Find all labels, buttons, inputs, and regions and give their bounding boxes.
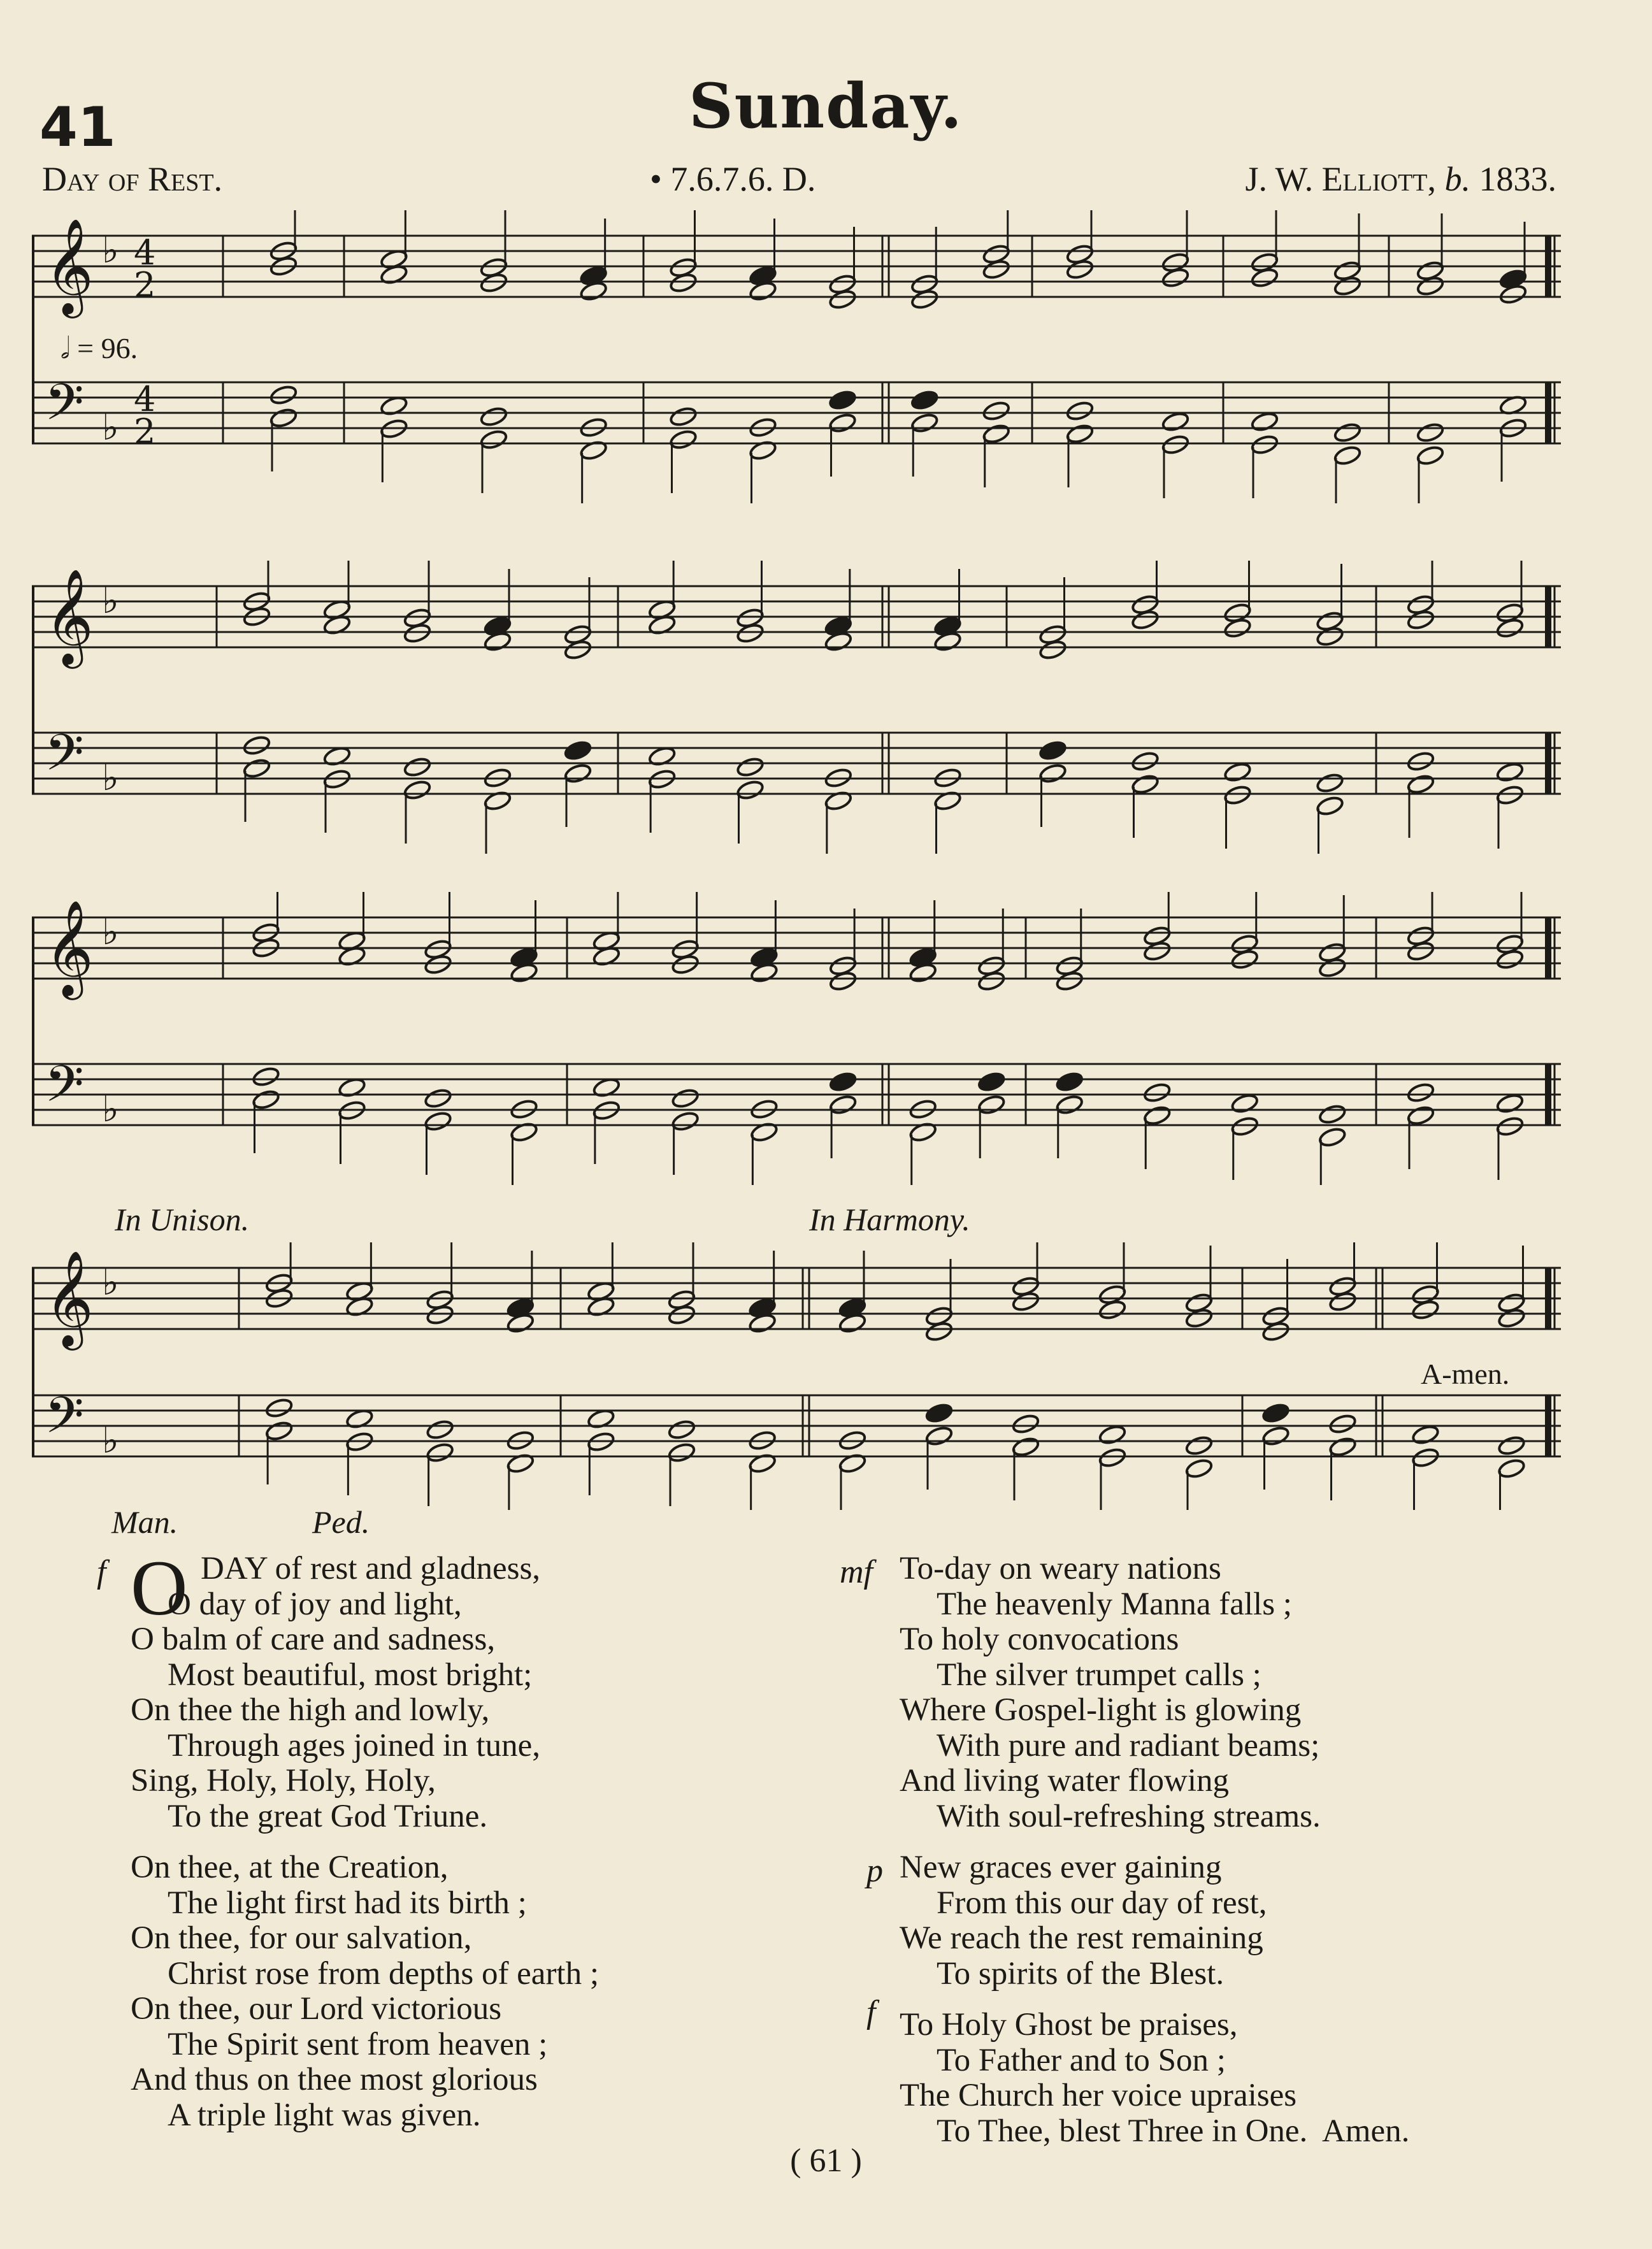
note-head — [265, 1420, 294, 1442]
bass-clef: 𝄢 — [45, 723, 84, 794]
note-head — [1038, 763, 1067, 784]
label-harmony: In Harmony. — [809, 1202, 970, 1237]
stanza — [131, 1850, 599, 2133]
bass-clef: 𝄢 — [45, 1386, 84, 1457]
time-signature-bottom: 2 — [134, 412, 156, 452]
note-head — [1318, 1126, 1347, 1148]
note-head — [1250, 434, 1279, 456]
note-head — [1416, 445, 1444, 466]
tempo-marking: 𝅗𝅥 = 96. — [61, 332, 138, 364]
note-head — [1143, 1082, 1172, 1103]
verse-line: The heavenly Manna falls ; — [937, 1586, 1292, 1622]
verse-line: The Church her voice upraises — [900, 2078, 1297, 2113]
time-signature-bottom: 2 — [134, 265, 156, 305]
note-head — [424, 1088, 452, 1109]
verses-right — [900, 1551, 1409, 2165]
note-head — [426, 1442, 454, 1463]
verse-line: And thus on thee most glorious — [131, 2062, 538, 2097]
note-head — [1406, 1082, 1435, 1103]
key-signature-flat: ♭ — [102, 758, 119, 799]
label-manual: Man. — [111, 1504, 178, 1540]
note-head — [1318, 1103, 1347, 1125]
verse-line: Sing, Holy, Holy, Holy, — [131, 1763, 436, 1799]
page-number: ( 61 ) — [790, 2143, 862, 2179]
staff-system — [32, 210, 1561, 503]
verse-line: On thee, at the Creation, — [131, 1850, 449, 1885]
time-signature-top: 4 — [134, 379, 156, 419]
note-head — [977, 1094, 1006, 1116]
tune-name: Day of Rest. — [42, 160, 223, 198]
note-head — [1333, 445, 1361, 466]
verse-line: Christ rose from depths of earth ; — [168, 1955, 600, 1992]
treble-clef: 𝄞 — [45, 217, 94, 314]
note-head — [671, 1088, 700, 1109]
note-head — [828, 412, 857, 434]
key-signature-flat: ♭ — [102, 580, 119, 622]
hymn-title: Sunday. — [689, 70, 963, 142]
staff-system — [32, 561, 1561, 854]
note-head — [265, 1397, 294, 1419]
note-head — [1328, 1413, 1357, 1435]
note-head — [252, 1066, 280, 1088]
dynamic-f-2: f — [866, 1994, 876, 2030]
note-head — [1328, 1436, 1357, 1458]
note-head — [403, 779, 431, 801]
note-head — [1495, 1093, 1524, 1114]
verse-line: Where Gospel-light is glowing — [900, 1692, 1302, 1728]
verse-line: To Father and to Son ; — [937, 2042, 1226, 2078]
meter-value: 7.6.7.6. D. — [670, 160, 816, 198]
note-head — [1184, 1458, 1213, 1479]
note-head — [1416, 422, 1444, 443]
key-signature-flat: ♭ — [102, 407, 119, 449]
note-head — [1495, 1116, 1524, 1137]
note-head — [1411, 1424, 1440, 1446]
note-head — [736, 756, 765, 778]
treble-clef: 𝄞 — [45, 1249, 94, 1346]
verse-line: With soul-refreshing streams. — [937, 1798, 1321, 1834]
note-head — [910, 412, 939, 434]
verse-line: To spirits of the Blest. — [937, 1955, 1225, 1992]
note-head — [1497, 1458, 1526, 1479]
note-head — [1406, 1105, 1435, 1126]
key-signature-flat: ♭ — [102, 1420, 119, 1462]
note-head — [1333, 422, 1361, 443]
verse-line: And living water flowing — [900, 1763, 1229, 1799]
hymn-number: 41 — [40, 96, 116, 159]
note-head — [1098, 1424, 1126, 1446]
note-head — [1038, 740, 1067, 761]
verse-line: New graces ever gaining — [900, 1850, 1222, 1885]
stanza — [131, 1544, 599, 1834]
time-signature-top: 4 — [134, 233, 156, 273]
note-head — [269, 407, 298, 429]
note-head — [1495, 761, 1524, 783]
verse-line: To holy convocations — [900, 1621, 1179, 1657]
note-head — [1261, 1402, 1290, 1424]
verse-line: With pure and radiant beams; — [937, 1727, 1320, 1764]
verse-line: On thee, our Lord victorious — [131, 1991, 502, 2027]
note-head — [1230, 1093, 1259, 1114]
music-system-3 — [32, 892, 1561, 1185]
note-head — [242, 758, 271, 779]
note-head — [1161, 411, 1189, 433]
treble-clef: 𝄞 — [45, 568, 94, 665]
note-head — [1406, 751, 1435, 772]
note-head — [924, 1425, 953, 1447]
note-head — [1316, 795, 1344, 817]
note-head — [667, 1419, 696, 1441]
verse-line: On thee, for our salvation, — [131, 1920, 472, 1956]
note-head — [1406, 773, 1435, 795]
dynamic-f-1: f — [97, 1554, 106, 1590]
music-system-2 — [32, 561, 1561, 854]
meter: • 7.6.7.6. D. — [650, 160, 816, 198]
verse-line: The Spirit sent from heaven ; — [168, 2026, 548, 2062]
note-head — [1261, 1425, 1290, 1447]
note-head — [563, 740, 592, 761]
note-head — [1250, 411, 1279, 433]
note-head — [1098, 1447, 1126, 1469]
note-head — [1223, 784, 1252, 806]
verse-line: The light first had its birth ; — [168, 1885, 527, 1921]
note-head — [1230, 1116, 1259, 1137]
note-head — [479, 429, 508, 450]
verse-line: The silver trumpet calls ; — [937, 1656, 1261, 1693]
verse-line: To the great God Triune. — [168, 1798, 488, 1834]
note-head — [1065, 400, 1094, 422]
note-head — [1495, 784, 1524, 806]
verse-line: On thee the high and lowly, — [131, 1692, 490, 1728]
amen-label: A-men. — [1421, 1358, 1510, 1390]
bass-clef: 𝄢 — [45, 373, 84, 444]
verse-line: From this our day of rest, — [937, 1885, 1267, 1921]
staff-system — [32, 892, 1561, 1185]
verse-line: A triple light was given. — [168, 2097, 481, 2133]
note-head — [828, 389, 857, 411]
dynamic-mf: mf — [840, 1554, 873, 1590]
note-head — [829, 1094, 858, 1116]
verse-line: We reach the rest remaining — [900, 1920, 1263, 1956]
note-head — [1143, 1105, 1172, 1126]
note-head — [269, 384, 298, 406]
music-system-4 — [32, 1242, 1561, 1510]
note-head — [667, 1442, 696, 1463]
composer-year: 1833. — [1479, 160, 1556, 198]
note-head — [242, 735, 271, 756]
note-head — [977, 1071, 1006, 1093]
note-head — [1011, 1436, 1040, 1458]
note-head — [982, 423, 1010, 445]
stanza — [900, 2008, 1409, 2149]
stanza — [900, 1551, 1409, 1834]
note-head — [563, 763, 592, 784]
note-head — [669, 406, 698, 428]
verse-line: Most beautiful, most bright; — [168, 1656, 533, 1693]
composer-name: J. W. Elliott, — [1245, 160, 1436, 198]
note-head — [426, 1419, 454, 1441]
note-head — [403, 756, 431, 778]
drop-cap: O — [131, 1544, 188, 1632]
verse-line: To-day on weary nations — [900, 1551, 1221, 1586]
dynamic-p: p — [866, 1853, 883, 1889]
verse-line: O day of joy and light, — [168, 1586, 462, 1622]
note-head — [669, 429, 698, 450]
bass-clef: 𝄢 — [45, 1054, 84, 1126]
note-head — [910, 389, 939, 411]
key-signature-flat: ♭ — [102, 1089, 119, 1130]
verses-left — [131, 1544, 600, 2149]
note-head — [924, 1402, 953, 1424]
note-head — [1131, 751, 1160, 772]
staff-system — [32, 1242, 1561, 1510]
note-head — [1497, 1435, 1526, 1456]
verse-line: DAY of rest and gladness, — [201, 1551, 541, 1586]
note-head — [671, 1110, 700, 1132]
verse-line: To Holy Ghost be praises, — [900, 2007, 1238, 2043]
note-head — [1184, 1435, 1213, 1456]
note-head — [1065, 423, 1094, 445]
note-head — [252, 1089, 280, 1110]
verse-line: To Thee, blest Three in One. Amen. — [937, 2113, 1410, 2149]
note-head — [1055, 1071, 1084, 1093]
composer-born: b. — [1444, 160, 1470, 198]
music-system-1 — [32, 210, 1561, 503]
note-head — [1161, 434, 1189, 456]
note-head — [736, 779, 765, 801]
label-pedal: Ped. — [312, 1504, 370, 1540]
key-signature-flat: ♭ — [102, 1262, 119, 1304]
verse-line: O balm of care and sadness, — [131, 1621, 496, 1657]
note-head — [1055, 1094, 1084, 1116]
note-head — [982, 400, 1010, 422]
stanza — [900, 1850, 1409, 1992]
note-head — [829, 1071, 858, 1093]
label-unison: In Unison. — [115, 1202, 250, 1237]
note-head — [479, 406, 508, 428]
composer — [1246, 159, 1556, 199]
note-head — [424, 1110, 452, 1132]
treble-clef: 𝄞 — [45, 899, 94, 996]
note-head — [1223, 761, 1252, 783]
note-head — [1411, 1447, 1440, 1469]
key-signature-flat: ♭ — [102, 230, 119, 271]
note-head — [1011, 1413, 1040, 1435]
note-head — [1131, 773, 1160, 795]
note-head — [1316, 772, 1344, 794]
key-signature-flat: ♭ — [102, 912, 119, 953]
verse-line: Through ages joined in tune, — [168, 1727, 540, 1764]
